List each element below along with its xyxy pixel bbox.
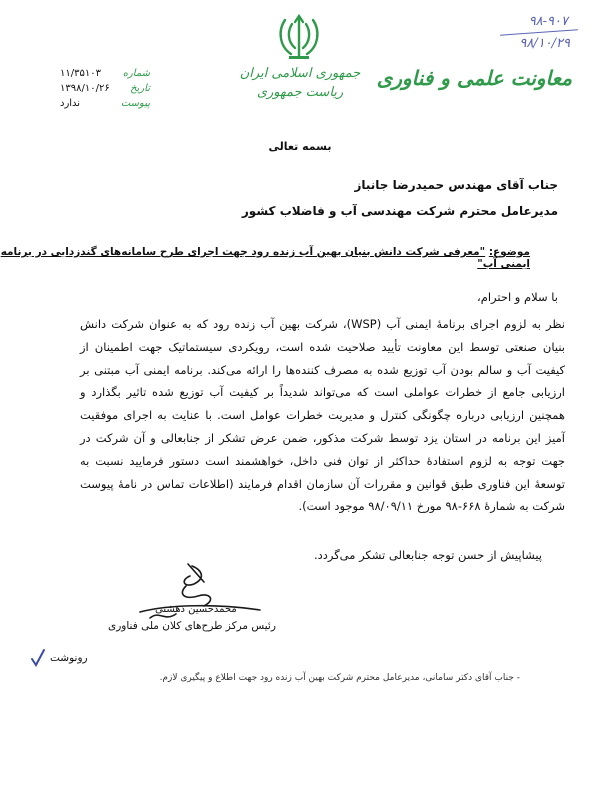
cc-label: رونوشت <box>50 652 88 664</box>
deputy-title: معاونت علمی و فناوری <box>376 66 572 90</box>
letter-meta <box>60 66 150 111</box>
handwritten-ref-code: ۹۸-۹۰۷ <box>528 14 568 29</box>
subject-line <box>0 246 530 270</box>
iran-emblem-icon <box>275 12 323 64</box>
greeting: با سلام و احترام، <box>477 290 558 304</box>
date-label: تاریخ <box>130 83 150 94</box>
attachment-value: ندارد <box>60 98 81 109</box>
subject-label: موضوع: <box>488 246 530 258</box>
meta-date-row <box>60 81 150 96</box>
signatory-title: رئیس مرکز طرح‌های کلان ملی فناوری <box>108 620 276 632</box>
date-value: ۱۳۹۸/۱۰/۲۶ <box>60 83 110 94</box>
number-value: ۱۱/۳۵۱۰۳ <box>60 68 101 79</box>
presidency-line: ریاست جمهوری <box>256 85 344 100</box>
recipient-name: جناب آقای مهندس حمیدرضا جانباز <box>354 178 558 192</box>
signatory-name: محمدحسین دهشتی <box>155 604 237 615</box>
subject-text: "معرفی شرکت دانش بنیان بهین آب زنده رود جهت اجرای طرح سامانه‌های گندزدایی در برنامه ایمنی آب" <box>0 246 530 270</box>
handwritten-underline <box>500 29 578 35</box>
number-label: شماره <box>122 68 150 79</box>
letter-body: نظر به لزوم اجرای برنامهٔ ایمنی آب (WSP)، شرکت بهین آب زنده رود که به عنوان شرکت دانش بنیان صنعتی توسط این معاونت تأیید صلاحیت شده است، رویکردی سیستماتیک جهت اطمینان از کیفیت آب و سالم بودن آب توزیع شده به مصرف کننده‌ها را ارائه می‌کند. برنامه ایمنی آب مبتنی بر ارزیابی جامع از خطرات عواملی است که می‌تواند شدیداً بر کیفیت آب توزیع شده تاثیر بگذارد و همچنین ارزیابی درباره چگونگی کنترل و مدیریت خطرات عوامل است. با عنایت به اجرای موفقیت آمیز این برنامه در استان یزد توسط شرکت مذکور، ضمن عرض تشکر از جنابعالی و آن شرکت در جهت توجه به لزوم استفادهٔ حداکثر از توان فنی داخل، خواهشمند است دستور فرمایید نسبت به توسعهٔ این فناوری طبق قوانین و مقررات آن سازمان اقدام فرمایند (اطلاعات تماس در نامهٔ پیوست شرکت به شمارهٔ ۶۶۸-۹۸ مورخ ۹۸/۰۹/۱۱ موجود است). <box>80 317 565 514</box>
checkmark-icon <box>30 648 46 668</box>
handwritten-date: ۹۸/۱۰/۲۹ <box>519 36 570 51</box>
attachment-label: پیوست <box>120 98 150 109</box>
recipient-title: مدیرعامل محترم شرکت مهندسی آب و فاضلاب کشور <box>241 204 558 218</box>
meta-attachment-row <box>60 96 150 111</box>
republic-line: جمهوری اسلامی ایران <box>239 66 361 81</box>
closing-line: پیشاپیش از حسن توجه جنابعالی تشکر می‌گردد. <box>313 548 542 562</box>
republic-header <box>200 64 400 102</box>
cc-item: - جناب آقای دکتر سامانی، مدیرعامل محترم شرکت بهین آب زنده رود جهت اطلاع و پیگیری لازم. <box>159 673 520 683</box>
basmala: بسمه تعالی <box>268 140 332 153</box>
meta-number-row <box>60 66 150 81</box>
